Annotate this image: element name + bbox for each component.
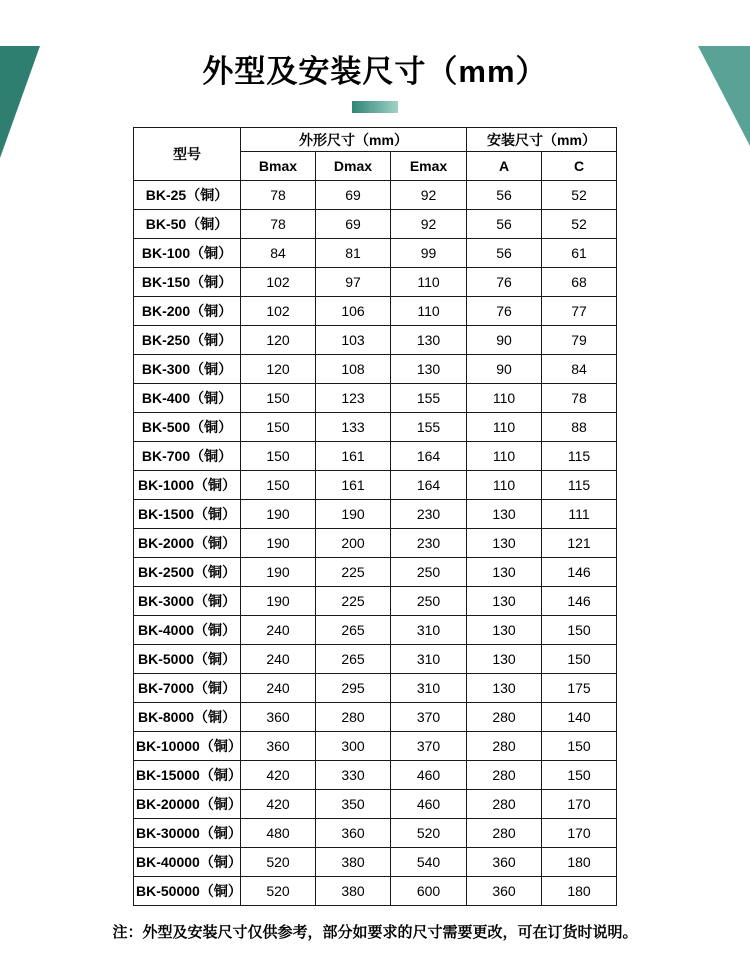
model-cell: BK-4000（铜） <box>134 616 241 645</box>
value-cell: 133 <box>316 413 391 442</box>
value-cell: 130 <box>467 645 542 674</box>
value-cell: 480 <box>241 819 316 848</box>
model-cell: BK-15000（铜） <box>134 761 241 790</box>
value-cell: 180 <box>542 877 617 906</box>
value-cell: 380 <box>316 848 391 877</box>
value-cell: 190 <box>241 558 316 587</box>
value-cell: 420 <box>241 790 316 819</box>
value-cell: 115 <box>542 471 617 500</box>
value-cell: 280 <box>316 703 391 732</box>
value-cell: 520 <box>391 819 467 848</box>
value-cell: 92 <box>391 181 467 210</box>
value-cell: 190 <box>241 529 316 558</box>
value-cell: 150 <box>241 384 316 413</box>
value-cell: 79 <box>542 326 617 355</box>
table-row <box>134 413 617 442</box>
value-cell: 280 <box>467 732 542 761</box>
value-cell: 190 <box>241 587 316 616</box>
value-cell: 108 <box>316 355 391 384</box>
value-cell: 76 <box>467 268 542 297</box>
value-cell: 120 <box>241 355 316 384</box>
model-cell: BK-200（铜） <box>134 297 241 326</box>
value-cell: 102 <box>241 297 316 326</box>
model-cell: BK-700（铜） <box>134 442 241 471</box>
value-cell: 110 <box>391 297 467 326</box>
value-cell: 130 <box>467 674 542 703</box>
value-cell: 230 <box>391 500 467 529</box>
value-cell: 200 <box>316 529 391 558</box>
value-cell: 99 <box>391 239 467 268</box>
value-cell: 310 <box>391 645 467 674</box>
value-cell: 360 <box>467 877 542 906</box>
sub-header-cell: Bmax <box>241 152 316 181</box>
value-cell: 350 <box>316 790 391 819</box>
value-cell: 110 <box>467 442 542 471</box>
value-cell: 110 <box>467 471 542 500</box>
value-cell: 103 <box>316 326 391 355</box>
value-cell: 146 <box>542 558 617 587</box>
col-group-install-dimensions: 安装尺寸（mm） <box>467 128 617 152</box>
value-cell: 110 <box>467 413 542 442</box>
model-cell: BK-2500（铜） <box>134 558 241 587</box>
value-cell: 146 <box>542 587 617 616</box>
table-row <box>134 703 617 732</box>
model-cell: BK-30000（铜） <box>134 819 241 848</box>
page <box>0 46 750 967</box>
value-cell: 161 <box>316 442 391 471</box>
value-cell: 76 <box>467 297 542 326</box>
value-cell: 150 <box>542 645 617 674</box>
table-row <box>134 326 617 355</box>
value-cell: 56 <box>467 181 542 210</box>
value-cell: 150 <box>542 616 617 645</box>
value-cell: 84 <box>542 355 617 384</box>
value-cell: 150 <box>241 413 316 442</box>
value-cell: 56 <box>467 210 542 239</box>
value-cell: 280 <box>467 761 542 790</box>
corner-ribbon-left <box>0 46 40 158</box>
value-cell: 69 <box>316 181 391 210</box>
value-cell: 121 <box>542 529 617 558</box>
value-cell: 540 <box>391 848 467 877</box>
table-row <box>134 181 617 210</box>
value-cell: 170 <box>542 819 617 848</box>
value-cell: 78 <box>241 210 316 239</box>
sub-header-cell: A <box>467 152 542 181</box>
value-cell: 280 <box>467 819 542 848</box>
value-cell: 161 <box>316 471 391 500</box>
value-cell: 78 <box>241 181 316 210</box>
model-cell: BK-1000（铜） <box>134 471 241 500</box>
value-cell: 77 <box>542 297 617 326</box>
table-row <box>134 790 617 819</box>
table-row <box>134 558 617 587</box>
value-cell: 360 <box>467 848 542 877</box>
table-row <box>134 877 617 906</box>
model-cell: BK-8000（铜） <box>134 703 241 732</box>
value-cell: 97 <box>316 268 391 297</box>
model-cell: BK-2000（铜） <box>134 529 241 558</box>
value-cell: 310 <box>391 674 467 703</box>
value-cell: 102 <box>241 268 316 297</box>
table-row <box>134 761 617 790</box>
value-cell: 130 <box>467 529 542 558</box>
value-cell: 150 <box>241 471 316 500</box>
value-cell: 52 <box>542 181 617 210</box>
value-cell: 110 <box>467 384 542 413</box>
value-cell: 460 <box>391 790 467 819</box>
value-cell: 130 <box>467 500 542 529</box>
model-cell: BK-50000（铜） <box>134 877 241 906</box>
value-cell: 520 <box>241 848 316 877</box>
dimensions-table <box>133 127 617 906</box>
footnote: 注：外型及安装尺寸仅供参考，部分如要求的尺寸需要更改，可在订货时说明。 <box>112 924 638 941</box>
corner-ribbon-right <box>698 46 750 146</box>
value-cell: 180 <box>542 848 617 877</box>
model-cell: BK-7000（铜） <box>134 674 241 703</box>
value-cell: 84 <box>241 239 316 268</box>
value-cell: 90 <box>467 326 542 355</box>
value-cell: 61 <box>542 239 617 268</box>
value-cell: 310 <box>391 616 467 645</box>
value-cell: 115 <box>542 442 617 471</box>
value-cell: 370 <box>391 732 467 761</box>
table-row <box>134 239 617 268</box>
value-cell: 170 <box>542 790 617 819</box>
model-cell: BK-400（铜） <box>134 384 241 413</box>
model-cell: BK-100（铜） <box>134 239 241 268</box>
model-cell: BK-250（铜） <box>134 326 241 355</box>
model-cell: BK-500（铜） <box>134 413 241 442</box>
table-row <box>134 616 617 645</box>
model-cell: BK-150（铜） <box>134 268 241 297</box>
value-cell: 370 <box>391 703 467 732</box>
value-cell: 360 <box>241 732 316 761</box>
value-cell: 164 <box>391 471 467 500</box>
value-cell: 295 <box>316 674 391 703</box>
model-cell: BK-25（铜） <box>134 181 241 210</box>
value-cell: 56 <box>467 239 542 268</box>
value-cell: 52 <box>542 210 617 239</box>
value-cell: 106 <box>316 297 391 326</box>
value-cell: 175 <box>542 674 617 703</box>
value-cell: 360 <box>241 703 316 732</box>
value-cell: 78 <box>542 384 617 413</box>
value-cell: 150 <box>542 761 617 790</box>
value-cell: 360 <box>316 819 391 848</box>
model-cell: BK-20000（铜） <box>134 790 241 819</box>
model-cell: BK-1500（铜） <box>134 500 241 529</box>
col-group-outline-dimensions: 外形尺寸（mm） <box>241 128 467 152</box>
title-accent-bar <box>352 101 398 113</box>
sub-header-cell: Emax <box>391 152 467 181</box>
header-group-row <box>134 128 617 152</box>
value-cell: 155 <box>391 413 467 442</box>
table-row <box>134 297 617 326</box>
value-cell: 600 <box>391 877 467 906</box>
value-cell: 164 <box>391 442 467 471</box>
page-title: 外型及安装尺寸（mm） <box>202 54 548 89</box>
value-cell: 123 <box>316 384 391 413</box>
value-cell: 240 <box>241 674 316 703</box>
value-cell: 300 <box>316 732 391 761</box>
table-row <box>134 210 617 239</box>
table-row <box>134 674 617 703</box>
value-cell: 520 <box>241 877 316 906</box>
col-header-model: 型号 <box>134 128 241 181</box>
value-cell: 420 <box>241 761 316 790</box>
value-cell: 69 <box>316 210 391 239</box>
value-cell: 150 <box>542 732 617 761</box>
value-cell: 130 <box>467 616 542 645</box>
value-cell: 120 <box>241 326 316 355</box>
value-cell: 380 <box>316 877 391 906</box>
value-cell: 240 <box>241 616 316 645</box>
table-row <box>134 500 617 529</box>
model-cell: BK-40000（铜） <box>134 848 241 877</box>
table-row <box>134 384 617 413</box>
model-cell: BK-3000（铜） <box>134 587 241 616</box>
table-row <box>134 355 617 384</box>
table-row <box>134 587 617 616</box>
value-cell: 90 <box>467 355 542 384</box>
value-cell: 81 <box>316 239 391 268</box>
value-cell: 130 <box>391 326 467 355</box>
value-cell: 225 <box>316 587 391 616</box>
model-cell: BK-300（铜） <box>134 355 241 384</box>
value-cell: 190 <box>241 500 316 529</box>
value-cell: 130 <box>467 587 542 616</box>
value-cell: 140 <box>542 703 617 732</box>
sub-header-cell: Dmax <box>316 152 391 181</box>
value-cell: 330 <box>316 761 391 790</box>
value-cell: 250 <box>391 558 467 587</box>
model-cell: BK-10000（铜） <box>134 732 241 761</box>
table-row <box>134 819 617 848</box>
model-cell: BK-5000（铜） <box>134 645 241 674</box>
table-row <box>134 471 617 500</box>
value-cell: 240 <box>241 645 316 674</box>
value-cell: 265 <box>316 645 391 674</box>
value-cell: 225 <box>316 558 391 587</box>
sub-header-cell: C <box>542 152 617 181</box>
table-row <box>134 442 617 471</box>
table-row <box>134 848 617 877</box>
value-cell: 130 <box>391 355 467 384</box>
table-row <box>134 732 617 761</box>
value-cell: 110 <box>391 268 467 297</box>
value-cell: 150 <box>241 442 316 471</box>
value-cell: 230 <box>391 529 467 558</box>
value-cell: 460 <box>391 761 467 790</box>
value-cell: 190 <box>316 500 391 529</box>
value-cell: 130 <box>467 558 542 587</box>
model-cell: BK-50（铜） <box>134 210 241 239</box>
value-cell: 250 <box>391 587 467 616</box>
table-row <box>134 529 617 558</box>
value-cell: 280 <box>467 703 542 732</box>
value-cell: 155 <box>391 384 467 413</box>
value-cell: 111 <box>542 500 617 529</box>
value-cell: 280 <box>467 790 542 819</box>
value-cell: 68 <box>542 268 617 297</box>
value-cell: 265 <box>316 616 391 645</box>
value-cell: 88 <box>542 413 617 442</box>
table-row <box>134 645 617 674</box>
table-row <box>134 268 617 297</box>
value-cell: 92 <box>391 210 467 239</box>
